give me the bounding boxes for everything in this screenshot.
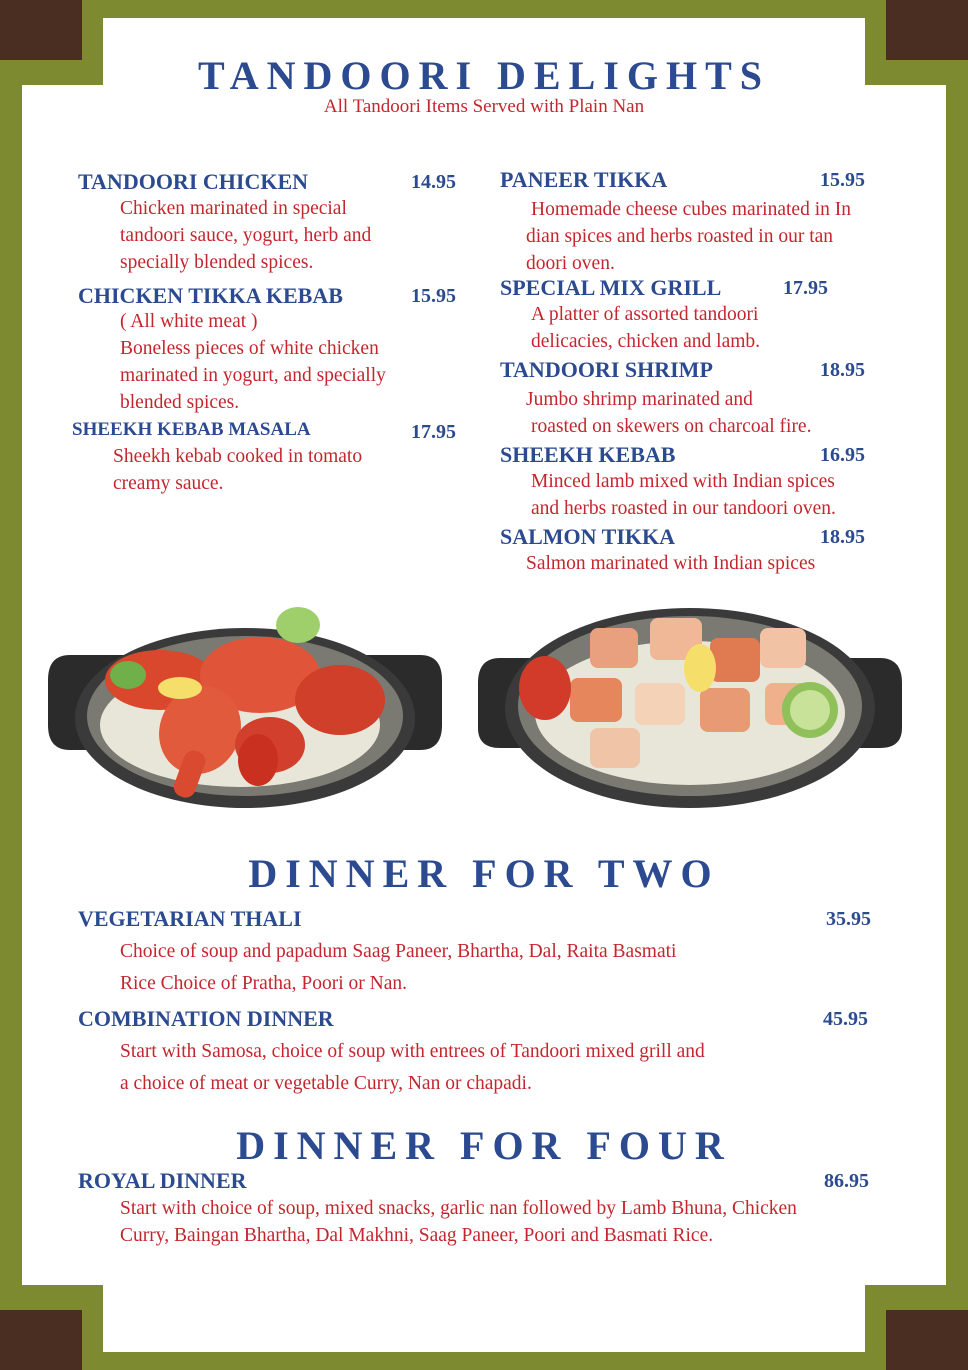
menu-item-name: SHEEKH KEBAB bbox=[500, 442, 676, 467]
menu-item-price: 18.95 bbox=[820, 359, 865, 381]
description-line: delicacies, chicken and lamb. bbox=[531, 331, 761, 352]
section-title-dinner-for-four: DINNER FOR FOUR bbox=[236, 1123, 732, 1168]
description-line: tandoori sauce, yogurt, herb and bbox=[120, 225, 372, 246]
menu-item-price: 18.95 bbox=[820, 526, 865, 548]
description-line: Sheekh kebab cooked in tomato bbox=[113, 446, 363, 467]
description-line: ( All white meat ) bbox=[120, 311, 258, 332]
section-title-tandoori: TANDOORI DELIGHTS bbox=[197, 53, 770, 98]
menu-item-price: 16.95 bbox=[820, 444, 865, 466]
description-line: Salmon marinated with Indian spices bbox=[526, 553, 816, 574]
menu-item-name: ROYAL DINNER bbox=[78, 1168, 247, 1193]
description-line: a choice of meat or vegetable Curry, Nan or chapadi. bbox=[120, 1073, 532, 1094]
menu-item-description bbox=[526, 550, 815, 577]
menu-item-name: SPECIAL MIX GRILL bbox=[500, 275, 722, 300]
description-line: Start with choice of soup, mixed snacks, garlic nan followed by Lamb Bhuna, Chicken bbox=[120, 1198, 797, 1219]
menu-item-price: 45.95 bbox=[823, 1008, 868, 1030]
menu-item-price: 17.95 bbox=[783, 277, 828, 299]
menu-item-name: TANDOORI CHICKEN bbox=[78, 169, 309, 194]
menu-item-name: VEGETARIAN THALI bbox=[78, 906, 302, 931]
menu-item-description bbox=[120, 308, 386, 416]
menu-item-price: 17.95 bbox=[411, 421, 456, 443]
description-line: dian spices and herbs roasted in our tan bbox=[526, 226, 834, 247]
description-line: Boneless pieces of white chicken bbox=[120, 338, 379, 359]
menu-item-description bbox=[120, 1195, 797, 1249]
description-line: Rice Choice of Pratha, Poori or Nan. bbox=[120, 973, 408, 994]
paneer-tikka-platter-image bbox=[470, 588, 910, 818]
menu-item-description bbox=[526, 196, 851, 277]
menu-item-description bbox=[526, 386, 811, 440]
menu-item-name: COMBINATION DINNER bbox=[78, 1006, 334, 1031]
menu-item-description bbox=[113, 443, 362, 497]
menu-item-price: 86.95 bbox=[824, 1170, 869, 1192]
tandoori-chicken-platter-image bbox=[40, 600, 450, 820]
description-line: doori oven. bbox=[526, 253, 615, 274]
description-line: creamy sauce. bbox=[113, 473, 224, 494]
description-line: Homemade cheese cubes marinated in In bbox=[531, 199, 851, 220]
description-line: A platter of assorted tandoori bbox=[531, 304, 759, 325]
menu-item-name: PANEER TIKKA bbox=[500, 167, 668, 192]
menu-item-description bbox=[531, 468, 836, 522]
section-subtitle-tandoori: All Tandoori Items Served with Plain Nan bbox=[323, 96, 645, 117]
description-line: Jumbo shrimp marinated and bbox=[526, 389, 753, 410]
description-line: Start with Samosa, choice of soup with entrees of Tandoori mixed grill and bbox=[120, 1041, 705, 1062]
menu-item-name: SHEEKH KEBAB MASALA bbox=[72, 419, 311, 440]
description-line: marinated in yogurt, and specially bbox=[120, 365, 386, 386]
description-line: Curry, Baingan Bhartha, Dal Makhni, Saag Paneer, Poori and Basmati Rice. bbox=[120, 1225, 714, 1246]
description-line: roasted on skewers on charcoal fire. bbox=[531, 416, 812, 437]
menu-item-price: 15.95 bbox=[820, 169, 865, 191]
description-line: Minced lamb mixed with Indian spices bbox=[531, 471, 835, 492]
menu-item-price: 15.95 bbox=[411, 285, 456, 307]
menu-item-description bbox=[120, 936, 676, 1000]
menu-item-description bbox=[531, 301, 760, 355]
description-line: Choice of soup and papadum Saag Paneer, Bhartha, Dal, Raita Basmati bbox=[120, 941, 677, 962]
description-line: specially blended spices. bbox=[120, 252, 314, 273]
menu-item-name: CHICKEN TIKKA KEBAB bbox=[78, 283, 343, 308]
menu-item-description bbox=[120, 195, 371, 276]
description-line: blended spices. bbox=[120, 392, 240, 413]
menu-item-name: SALMON TIKKA bbox=[500, 524, 676, 549]
menu-item-description bbox=[120, 1036, 705, 1100]
menu-item-name: TANDOORI SHRIMP bbox=[500, 357, 713, 382]
menu-item-price: 35.95 bbox=[826, 908, 871, 930]
description-line: and herbs roasted in our tandoori oven. bbox=[531, 498, 836, 519]
description-line: Chicken marinated in special bbox=[120, 198, 347, 219]
section-title-dinner-for-two: DINNER FOR TWO bbox=[248, 851, 720, 896]
menu-item-price: 14.95 bbox=[411, 171, 456, 193]
